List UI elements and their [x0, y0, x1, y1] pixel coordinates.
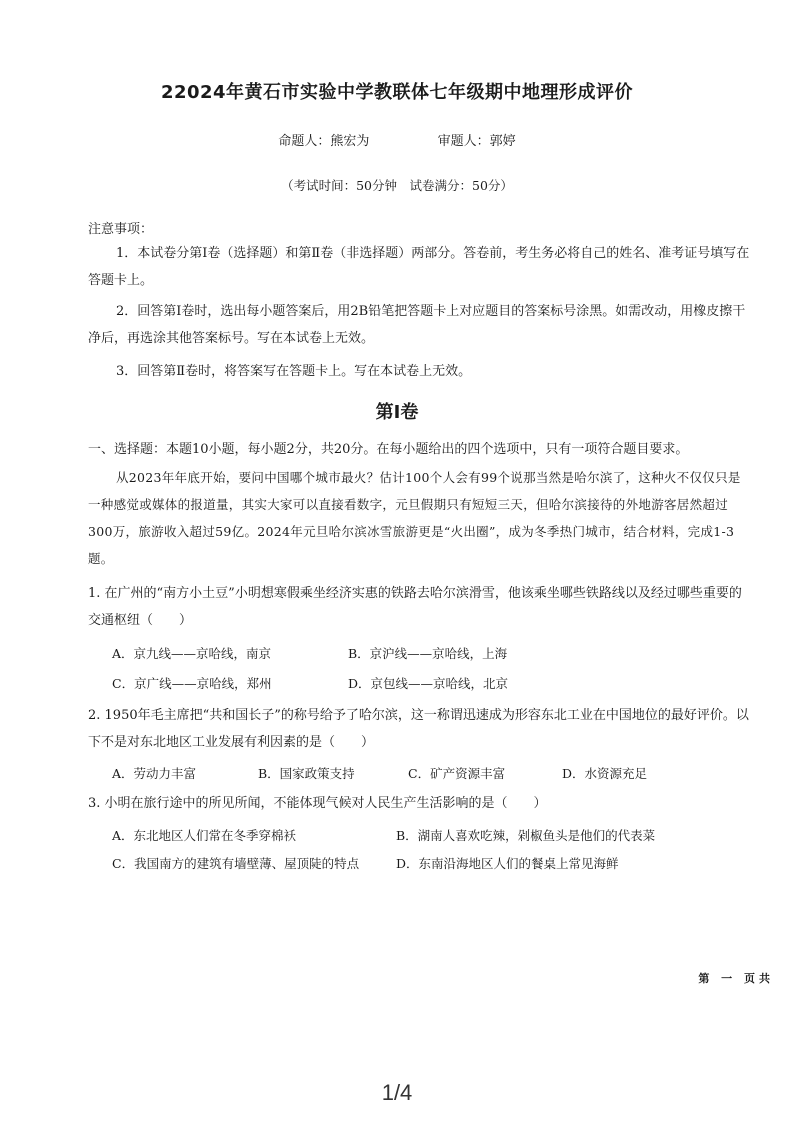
question-1-stem: 1. 在广州的“南方小土豆”小明想寒假乘坐经济实惠的铁路去哈尔滨滑雪，他该乘坐哪些铁路线以及经过哪些重要的交通枢纽（ ）	[88, 586, 742, 628]
note-item-2: 2．回答第Ⅰ卷时，选出每小题答案后，用2B铅笔把答题卡上对应题目的答案标号涂黑。如需改动，用橡皮擦干净后，再选涂其他答案标号。写在本试卷上无效。	[88, 304, 746, 346]
q3-option-d: D．东南沿海地区人们的餐桌上常见海鲜	[396, 856, 619, 871]
q3-option-a: A．东北地区人们常在冬季穿棉袄	[112, 828, 297, 843]
exam-time-info: （考试时间：50分钟 试卷满分：50分）	[281, 178, 513, 193]
question-2-stem: 2. 1950年毛主席把“共和国长子”的称号给予了哈尔滨，这一称谓迅速成为形容东北工业在中国地位的最好评价。以下不是对东北地区工业发展有利因素的是（ ）	[88, 708, 749, 750]
q1-option-b: B．京沪线——京哈线，上海	[348, 646, 508, 661]
q3-option-c: C．我国南方的建筑有墙壁薄、屋顶陡的特点	[112, 856, 360, 871]
note-item-1: 1．本试卷分第Ⅰ卷（选择题）和第Ⅱ卷（非选择题）两部分。答卷前，考生务必将自己的姓名、准考证号填写在答题卡上。	[88, 246, 750, 288]
page-indicator: 1/4	[381, 1080, 413, 1105]
page-footer-label: 第 一 页共	[698, 972, 774, 985]
q2-option-a: A．劳动力丰富	[112, 766, 197, 781]
note-item-3: 3．回答第Ⅱ卷时，将答案写在答题卡上。写在本试卷上无效。	[116, 364, 472, 379]
q1-option-c: C．京广线——京哈线，郑州	[112, 676, 272, 691]
section-title: 第Ⅰ卷	[375, 402, 419, 423]
question-3-stem: 3. 小明在旅行途中的所见所闻，不能体现气候对人民生产生活影响的是（ ）	[88, 796, 547, 811]
reviewer-name: 审题人：郭婷	[437, 134, 516, 149]
q2-option-b: B．国家政策支持	[258, 766, 355, 781]
q2-option-d: D．水资源充足	[562, 766, 648, 781]
notes-heading: 注意事项：	[88, 222, 154, 237]
exam-title: 22024年黄石市实验中学教联体七年级期中地理形成评价	[160, 82, 634, 103]
q3-option-b: B．湖南人喜欢吃辣，剁椒鱼头是他们的代表菜	[396, 828, 656, 843]
q1-option-d: D．京包线——京哈线，北京	[348, 676, 509, 691]
setter-name: 命题人：熊宏为	[278, 134, 370, 149]
authors-line	[0, 130, 794, 149]
section-instruction: 一、选择题：本题10小题，每小题2分，共20分。在每小题给出的四个选项中，只有一项符合题目要求。	[88, 442, 689, 457]
q2-option-c: C．矿产资源丰富	[408, 766, 506, 781]
q1-option-a: A．京九线——京哈线，南京	[112, 646, 272, 661]
reading-material: 从2023年年底开始，要问中国哪个城市最火？估计100个人会有99个说那当然是哈尔滨了，这种火不仅仅只是一种感觉或媒体的报道量，其实大家可以直接看数字，元旦假期只有短短三天，但哈尔滨接待的外地游客居然超过300万，旅游收入超过59亿。2024年元旦哈尔滨冰雪旅游更是“火出圈”，成为冬季热门城市，结合材料，完成1-3题。	[88, 470, 741, 566]
